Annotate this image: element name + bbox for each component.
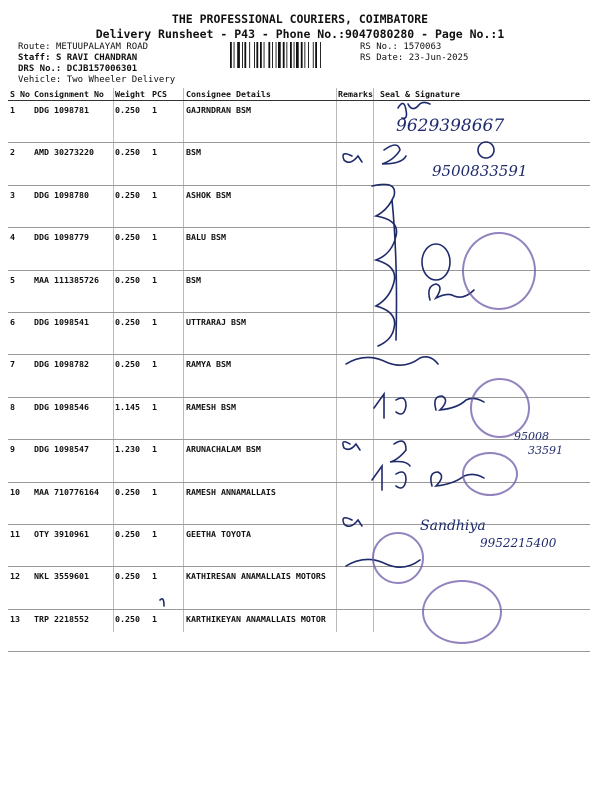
seal-stamp [372, 532, 424, 584]
row-sno: 13 [8, 609, 32, 651]
drs-label: DRS No.: [18, 64, 62, 74]
row-sno: 7 [8, 355, 32, 397]
rs-date-value: 23-Jun-2025 [408, 53, 469, 63]
barcode-bar [260, 42, 262, 68]
row-remarks [336, 397, 374, 439]
row-consignment: MAA 710776164 [32, 482, 113, 524]
row-consignee: ASHOK BSM [184, 185, 336, 227]
row-consignment: DDG 1098546 [32, 397, 113, 439]
rs-date-line [360, 53, 468, 64]
row-consignment: DDG 1098781 [32, 101, 113, 143]
row-weight: 0.250 [113, 482, 150, 524]
drs-value: DCJB157006301 [66, 64, 138, 74]
seal-stamp [462, 232, 536, 310]
row-weight: 1.145 [113, 397, 150, 439]
row-remarks [336, 185, 374, 227]
barcode-bar [320, 42, 321, 68]
row-remarks [336, 524, 374, 566]
barcode-bar [276, 42, 277, 68]
barcode-bar [237, 42, 240, 68]
row-weight: 0.250 [113, 524, 150, 566]
row-consignee: GAJRNDRAN BSM [184, 101, 336, 143]
row-consignment: DDG 1098782 [32, 355, 113, 397]
row-consignment: DDG 1098541 [32, 312, 113, 354]
row-consignee: KATHIRESAN ANAMALLAIS MOTORS [184, 567, 336, 609]
row-remarks [336, 143, 374, 185]
row-pcs: 1 [150, 440, 184, 482]
vehicle-line [18, 75, 175, 86]
barcode-bar [278, 42, 281, 68]
row-weight: 1.230 [113, 440, 150, 482]
row-consignee: UTTRARAJ BSM [184, 312, 336, 354]
row-pcs: 1 [150, 143, 184, 185]
table-row [8, 312, 590, 354]
row-weight: 0.250 [113, 609, 150, 651]
row-remarks [336, 440, 374, 482]
row-sno: 6 [8, 312, 32, 354]
row-pcs: 1 [150, 101, 184, 143]
row-pcs: 1 [150, 270, 184, 312]
rs-no-value: 1570063 [403, 42, 442, 52]
barcode-bar [244, 42, 246, 68]
row-signature [374, 185, 590, 227]
handwritten-phone-3a: 95008 [514, 430, 549, 443]
company-title: THE PROFESSIONAL COURIERS, COIMBATORE [171, 12, 429, 26]
barcode-bar [283, 42, 285, 68]
row-sno: 12 [8, 567, 32, 609]
col-remarks: Remarks [338, 89, 373, 99]
vehicle-value: Two Wheeler Delivery [66, 75, 176, 85]
handwritten-phone-4: 9952215400 [480, 536, 557, 550]
row-pcs: 1 [150, 482, 184, 524]
row-sno: 4 [8, 228, 32, 270]
row-pcs: 1 [150, 185, 184, 227]
table-row [8, 185, 590, 227]
barcode-bar [301, 42, 303, 68]
row-sno: 3 [8, 185, 32, 227]
route-value: METUUPALAYAM ROAD [55, 42, 149, 52]
row-consignee: RAMESH BSM [184, 397, 336, 439]
row-pcs: 1 [150, 397, 184, 439]
staff-value: S RAVI CHANDRAN [55, 53, 138, 63]
row-consignment: DDG 1098547 [32, 440, 113, 482]
row-pcs: 1 [150, 355, 184, 397]
seal-stamp [422, 580, 502, 644]
row-pcs: 1 [150, 312, 184, 354]
seal-stamp [462, 452, 518, 496]
row-consignment: OTY 3910961 [32, 524, 113, 566]
row-remarks [336, 312, 374, 354]
row-remarks [336, 101, 374, 143]
barcode-bar [254, 42, 255, 68]
runsheet-subtitle: Delivery Runsheet - P43 - Phone No.:9047080280 - Page No.:1 [95, 27, 505, 41]
rs-date-label: RS Date: [360, 53, 404, 63]
vehicle-label: Vehicle: [18, 75, 62, 85]
row-remarks [336, 228, 374, 270]
row-sno: 5 [8, 270, 32, 312]
row-consignee: KARTHIKEYAN ANAMALLAIS MOTOR [184, 609, 336, 651]
row-consignment: AMD 30273220 [32, 143, 113, 185]
row-consignment: TRP 2218552 [32, 609, 113, 651]
row-pcs: 1 [150, 567, 184, 609]
barcode-bar [234, 42, 235, 68]
row-consignee: ARUNACHALAM BSM [184, 440, 336, 482]
row-consignment: NKL 3559601 [32, 567, 113, 609]
row-remarks [336, 567, 374, 609]
col-signature: Seal & Signature [374, 88, 590, 101]
barcode-bar [264, 42, 265, 68]
barcode-bar [315, 42, 317, 68]
row-remarks [336, 270, 374, 312]
row-weight: 0.250 [113, 143, 150, 185]
row-sno: 9 [8, 440, 32, 482]
barcode-bar [249, 42, 250, 68]
barcode-bar [313, 42, 314, 68]
row-pcs: 1 [150, 228, 184, 270]
route-line [18, 42, 175, 53]
barcode-bar [268, 42, 270, 68]
barcode-bar [256, 42, 258, 68]
row-sno: 8 [8, 397, 32, 439]
seal-stamp [470, 378, 530, 438]
barcode-bar [272, 42, 273, 68]
row-consignee: BSM [184, 270, 336, 312]
handwritten-name-row-11: Sandhiya [420, 518, 486, 534]
row-weight: 0.250 [113, 270, 150, 312]
row-pcs: 1 [150, 524, 184, 566]
table-body [8, 101, 590, 652]
row-weight: 0.250 [113, 355, 150, 397]
row-remarks [336, 355, 374, 397]
row-sno: 1 [8, 101, 32, 143]
row-remarks [336, 482, 374, 524]
row-consignee: BALU BSM [184, 228, 336, 270]
staff-label: Staff: [18, 53, 51, 63]
row-consignment: DDG 1098780 [32, 185, 113, 227]
barcode-image [230, 42, 350, 68]
barcode-bar [296, 42, 299, 68]
meta-left [18, 42, 175, 86]
row-sno: 10 [8, 482, 32, 524]
barcode-bar [230, 42, 232, 68]
route-label: Route: [18, 42, 51, 52]
col-weight: Weight [113, 88, 150, 101]
table-header-row [8, 88, 590, 101]
staff-line [18, 53, 175, 64]
row-weight: 0.250 [113, 228, 150, 270]
barcode-bar [304, 42, 305, 68]
col-consignment: Consignment No [32, 88, 113, 101]
barcode-bar [290, 42, 292, 68]
handwritten-phone-2: 9500833591 [432, 162, 528, 180]
row-consignment: DDG 1098779 [32, 228, 113, 270]
col-consignee: Consignee Details [184, 88, 336, 101]
row-consignee: BSM [184, 143, 336, 185]
col-sno: S No [8, 88, 32, 101]
row-consignee: RAMYA BSM [184, 355, 336, 397]
row-pcs: 1 [150, 609, 184, 651]
table-row [8, 567, 590, 609]
row-weight: 0.250 [113, 101, 150, 143]
drs-line [18, 64, 175, 75]
row-weight: 0.250 [113, 567, 150, 609]
row-consignee: RAMESH ANNAMALLAIS [184, 482, 336, 524]
rs-no-line [360, 42, 468, 53]
row-sno: 11 [8, 524, 32, 566]
col-pcs: PCS [150, 88, 184, 101]
rs-no-label: RS No.: [360, 42, 398, 52]
barcode-bar [286, 42, 287, 68]
handwritten-phone-3b: 33591 [528, 444, 563, 457]
barcode-bar [294, 42, 295, 68]
barcode-bar [242, 42, 243, 68]
row-consignee: GEETHA TOYOTA [184, 524, 336, 566]
row-weight: 0.250 [113, 185, 150, 227]
row-consignment: MAA 111385726 [32, 270, 113, 312]
handwritten-phone-1: 9629398667 [396, 116, 505, 136]
row-sno: 2 [8, 143, 32, 185]
row-remarks [336, 609, 374, 651]
barcode-bar [308, 42, 309, 68]
row-signature [374, 312, 590, 354]
meta-right [360, 42, 468, 64]
row-weight: 0.250 [113, 312, 150, 354]
table-row [8, 609, 590, 651]
